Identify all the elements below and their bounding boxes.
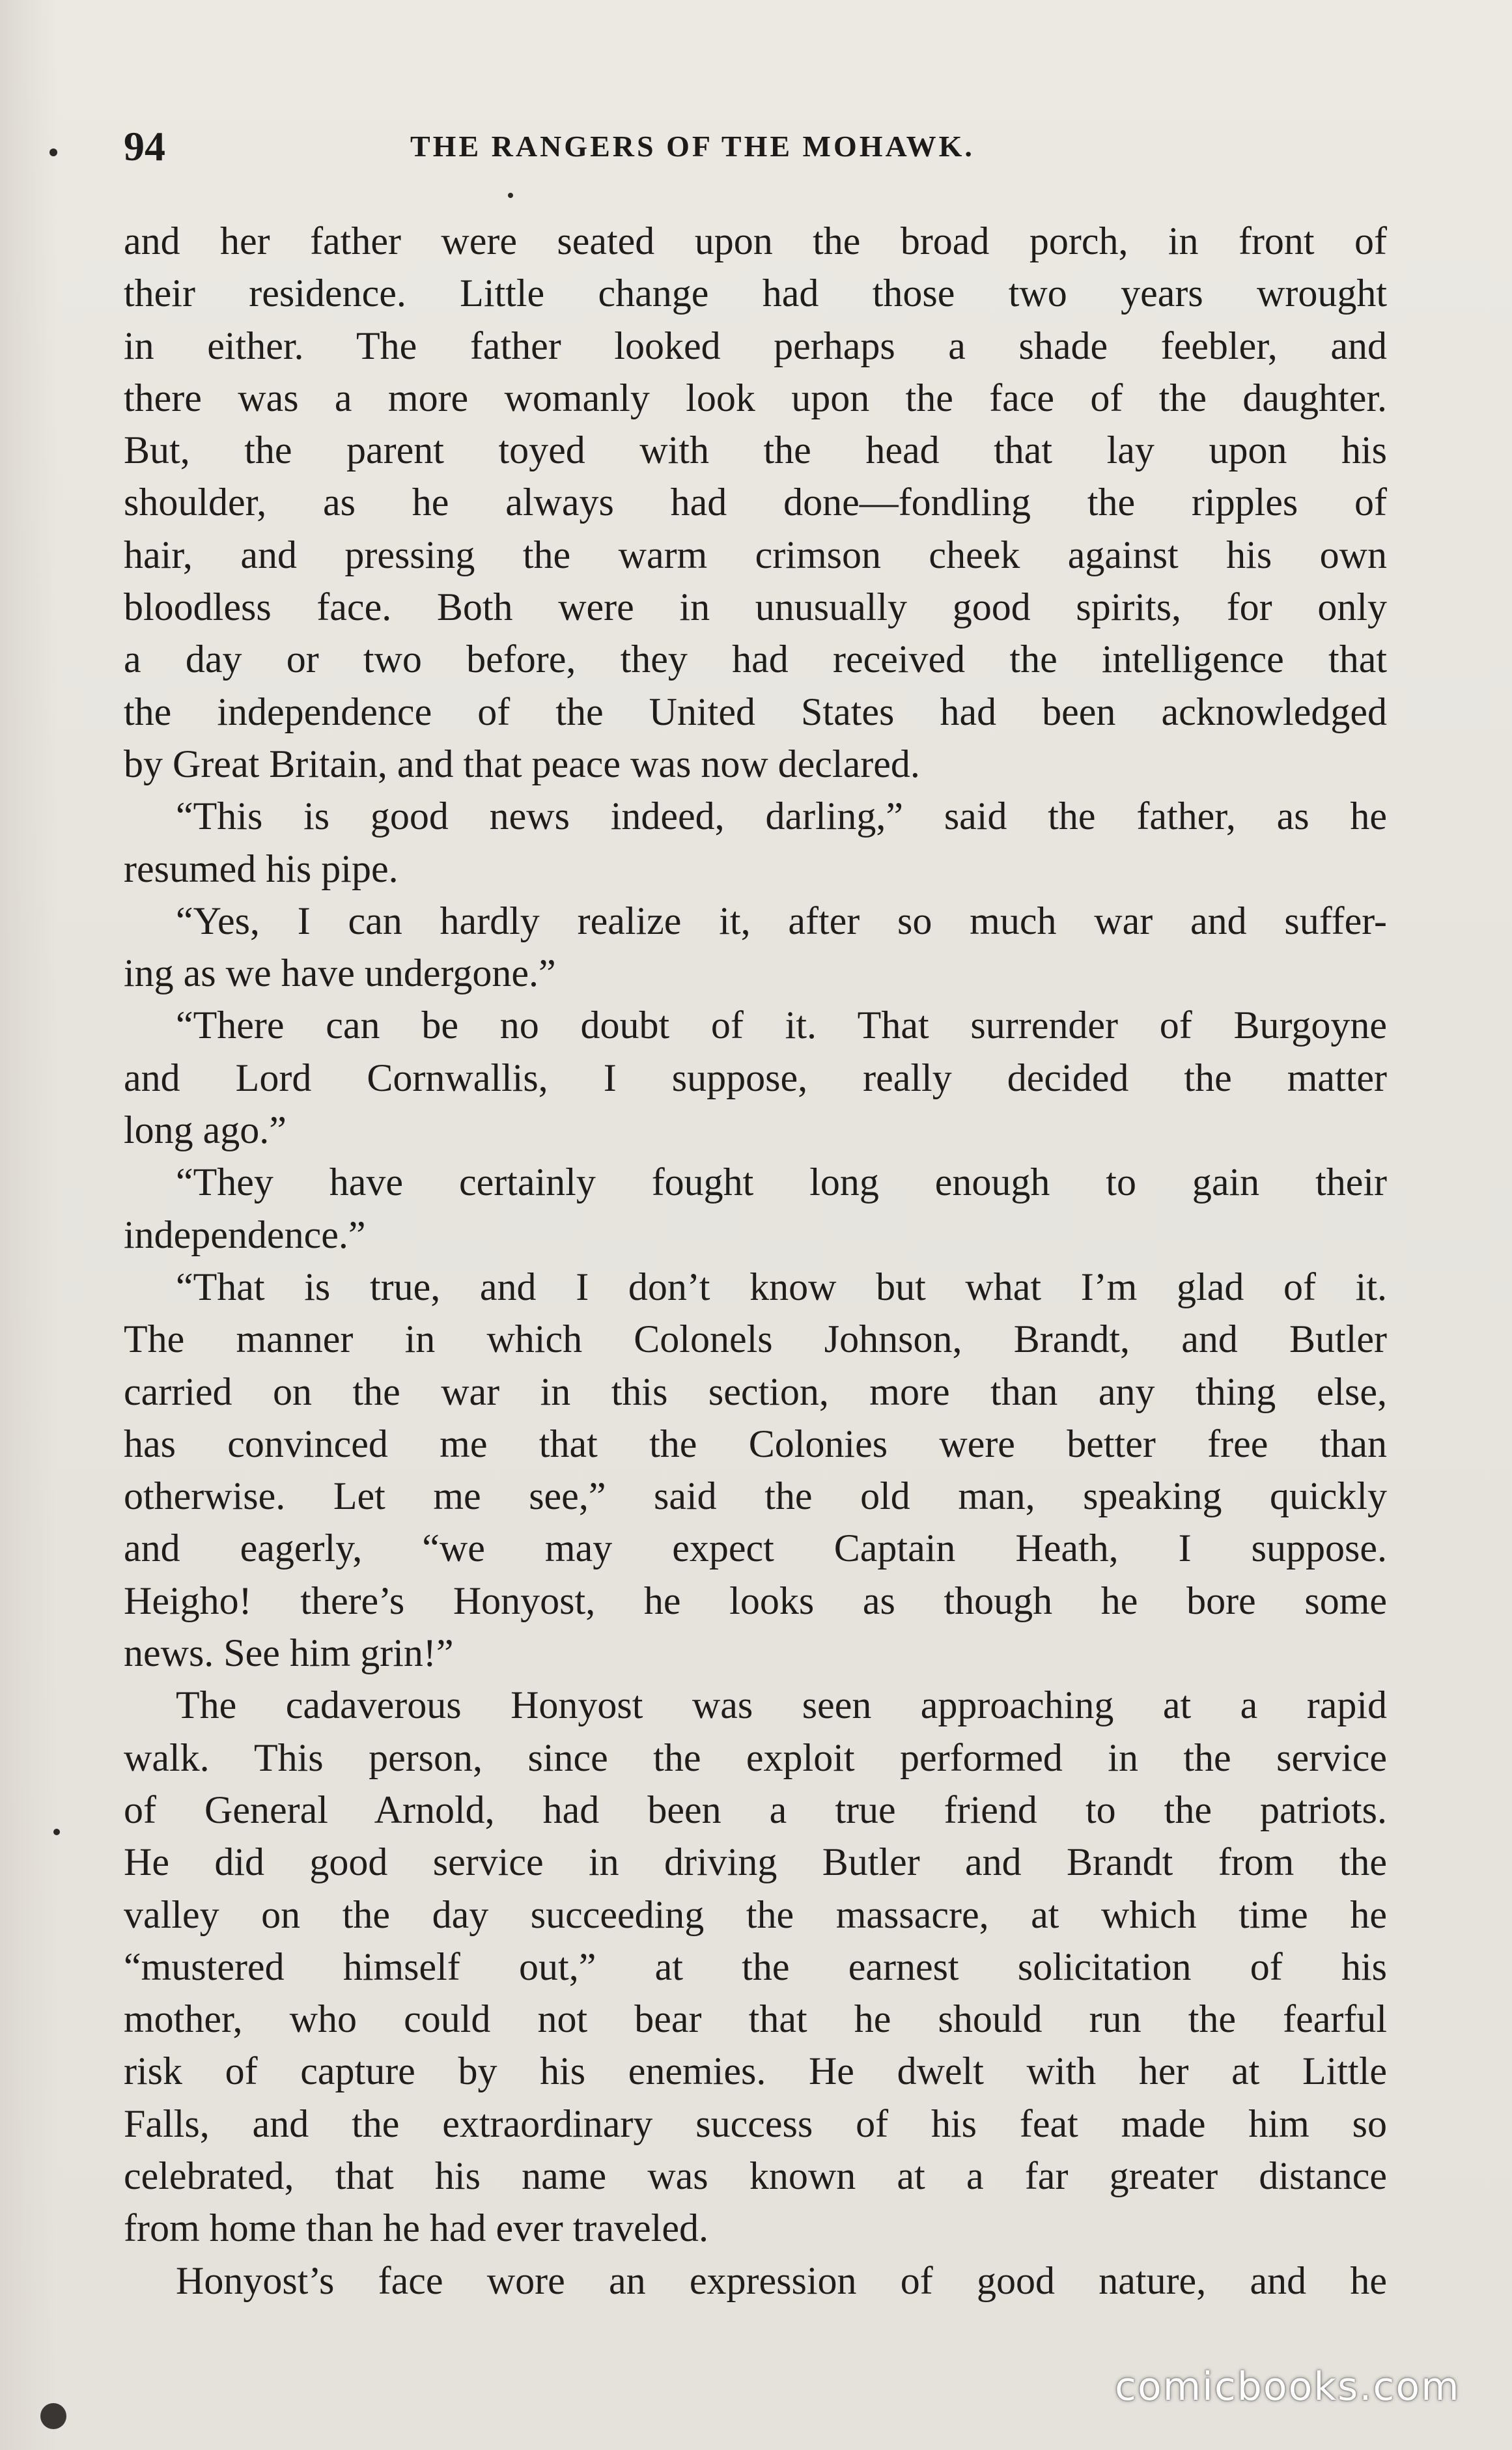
text-line: walk. This person, since the exploit performed in the service <box>124 1736 1387 1779</box>
text-line: a day or two before, they had received the intelligence that <box>124 638 1387 681</box>
page-number: 94 <box>124 123 165 169</box>
page-header <box>124 117 1387 176</box>
text-line: in either. The father looked perhaps a shade feebler, and <box>124 324 1387 367</box>
text-line: mother, who could not bear that he should run the fearful <box>124 1997 1387 2041</box>
text-line: resumed his pipe. <box>124 847 399 890</box>
text-line: Falls, and the extraordinary success of his feat made him so <box>124 2102 1387 2145</box>
text-line: the independence of the United States had been acknowledged <box>124 690 1387 733</box>
text-line: from home than he had ever traveled. <box>124 2206 708 2250</box>
text-line: “That is true, and I don’t know but what I’m glad of it. <box>176 1265 1387 1308</box>
text-line: risk of capture by his enemies. He dwelt with her at Little <box>124 2049 1387 2093</box>
text-line: bloodless face. Both were in unusually good spirits, for only <box>124 585 1387 629</box>
watermark-text: comicbooks.com <box>1115 2364 1461 2410</box>
text-line: their residence. Little change had those two years wrought <box>124 272 1387 315</box>
ink-speck <box>49 148 57 156</box>
text-line: But, the parent toyed with the head that lay upon his <box>124 429 1387 472</box>
text-line: “There can be no doubt of it. That surrender of Burgoyne <box>176 1004 1387 1047</box>
text-line: The manner in which Colonels Johnson, Brandt, and Butler <box>124 1317 1387 1361</box>
text-line: and Lord Cornwallis, I suppose, really decided the matter <box>124 1056 1387 1099</box>
text-line: He did good service in driving Butler and Brandt from the <box>124 1840 1387 1884</box>
body-text <box>124 215 1387 2307</box>
text-line: “They have certainly fought long enough to gain their <box>176 1161 1387 1204</box>
ink-speck <box>508 193 513 198</box>
text-line: independence.” <box>124 1213 366 1256</box>
text-line: of General Arnold, had been a true friend to the patriots. <box>124 1788 1387 1831</box>
text-line: valley on the day succeeding the massacre, at which time he <box>124 1893 1387 1936</box>
text-line: and eagerly, “we may expect Captain Heath, I suppose. <box>124 1527 1387 1570</box>
text-line: has convinced me that the Colonies were better free than <box>124 1422 1387 1465</box>
text-line: by Great Britain, and that peace was now declared. <box>124 742 920 785</box>
page-edge-shadow <box>0 0 59 2450</box>
ink-speck <box>53 1829 60 1835</box>
text-line: The cadaverous Honyost was seen approaching at a rapid <box>176 1683 1387 1727</box>
text-line: “mustered himself out,” at the earnest solicitation of his <box>124 1945 1387 1988</box>
text-line: Honyost’s face wore an expression of good nature, and he <box>176 2259 1387 2302</box>
text-line: “Yes, I can hardly realize it, after so much war and suffer- <box>176 899 1387 942</box>
text-line: news. See him grin!” <box>124 1631 454 1675</box>
text-line: “This is good news indeed, darling,” said the father, as he <box>176 795 1387 838</box>
text-line: Heigho! there’s Honyost, he looks as though he bore some <box>124 1579 1387 1622</box>
running-head: THE RANGERS OF THE MOHAWK. <box>410 130 975 163</box>
text-line: celebrated, that his name was known at a far greater distance <box>124 2154 1387 2197</box>
text-line: ing as we have undergone.” <box>124 951 556 995</box>
text-line: carried on the war in this section, more than any thing else, <box>124 1370 1387 1413</box>
ink-speck <box>40 2403 66 2429</box>
text-line: otherwise. Let me see,” said the old man, speaking quickly <box>124 1474 1387 1518</box>
text-line: long ago.” <box>124 1108 287 1152</box>
text-line: and her father were seated upon the broad porch, in front of <box>124 219 1387 262</box>
text-line: hair, and pressing the warm crimson cheek against his own <box>124 533 1387 576</box>
text-line: there was a more womanly look upon the face of the daughter. <box>124 376 1387 419</box>
text-line: shoulder, as he always had done—fondling the ripples of <box>124 481 1387 524</box>
